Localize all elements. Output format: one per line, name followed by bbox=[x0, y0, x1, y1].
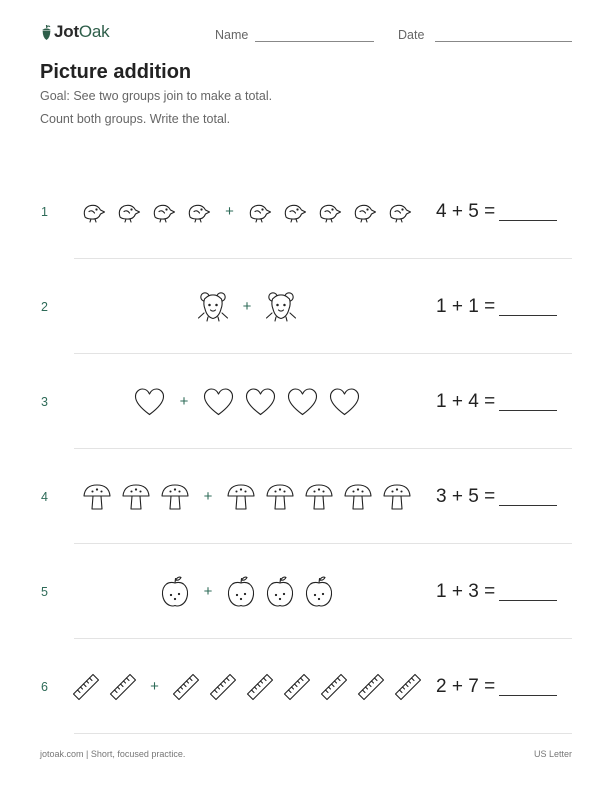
bird-icon bbox=[247, 201, 273, 223]
problem-number: 3 bbox=[41, 394, 48, 409]
ruler-icon bbox=[320, 673, 348, 701]
problem-row bbox=[0, 259, 612, 354]
ruler-icon bbox=[109, 673, 137, 701]
footer-right: US Letter bbox=[533, 749, 572, 759]
ruler-icon bbox=[72, 673, 100, 701]
mushroom-icon bbox=[82, 482, 112, 512]
bird-icon bbox=[282, 201, 308, 223]
picture-groups bbox=[74, 639, 420, 734]
problem-row bbox=[0, 544, 612, 639]
ruler-icon bbox=[246, 673, 274, 701]
logo bbox=[41, 22, 109, 42]
instructions-text: Count both groups. Write the total. bbox=[40, 112, 231, 126]
answer-blank[interactable] bbox=[499, 315, 557, 316]
equation-text: 1 + 1 = bbox=[436, 295, 496, 317]
equation-text: 4 + 5 = bbox=[436, 200, 496, 222]
heart-icon bbox=[286, 387, 319, 417]
answer-blank[interactable] bbox=[499, 505, 557, 506]
picture-groups bbox=[74, 164, 420, 259]
name-label: Name bbox=[215, 28, 249, 42]
problem-number: 6 bbox=[41, 679, 48, 694]
logo-text-jot: Jot bbox=[54, 22, 79, 41]
problem-number: 1 bbox=[41, 204, 48, 219]
ruler-icon bbox=[357, 673, 385, 701]
bird-icon bbox=[81, 201, 107, 223]
date-label: Date bbox=[398, 28, 425, 42]
plus-sign: + bbox=[150, 677, 159, 695]
answer-blank[interactable] bbox=[499, 410, 557, 411]
equation bbox=[436, 259, 557, 354]
footer-left: jotoak.com | Short, focused practice. bbox=[40, 749, 186, 759]
bird-icon bbox=[186, 201, 212, 223]
equation bbox=[436, 164, 557, 259]
picture-groups bbox=[74, 544, 420, 639]
ruler-icon bbox=[172, 673, 200, 701]
equation-text: 3 + 5 = bbox=[436, 485, 496, 507]
bird-icon bbox=[317, 201, 343, 223]
plus-sign: + bbox=[179, 392, 189, 410]
ruler-icon bbox=[283, 673, 311, 701]
equation-text: 2 + 7 = bbox=[436, 675, 496, 697]
bear-icon bbox=[197, 291, 229, 323]
apple-icon bbox=[226, 575, 256, 609]
mushroom-icon bbox=[304, 482, 334, 512]
goal-text: Goal: See two groups join to make a total. bbox=[40, 89, 273, 103]
bird-icon bbox=[352, 201, 378, 223]
mushroom-icon bbox=[382, 482, 412, 512]
ruler-icon bbox=[394, 673, 422, 701]
name-field-line[interactable] bbox=[255, 41, 374, 42]
bird-icon bbox=[387, 201, 413, 223]
problem-number: 2 bbox=[41, 299, 48, 314]
acorn-icon bbox=[41, 24, 52, 41]
picture-groups bbox=[74, 449, 420, 544]
equation bbox=[436, 354, 557, 449]
problem-row bbox=[0, 164, 612, 259]
apple-icon bbox=[160, 575, 190, 609]
bird-icon bbox=[151, 201, 177, 223]
mushroom-icon bbox=[160, 482, 190, 512]
date-field-line[interactable] bbox=[435, 41, 572, 42]
heart-icon bbox=[133, 387, 166, 417]
equation bbox=[436, 544, 557, 639]
mushroom-icon bbox=[226, 482, 256, 512]
apple-icon bbox=[304, 575, 334, 609]
picture-groups bbox=[74, 354, 420, 449]
answer-blank[interactable] bbox=[499, 220, 557, 221]
equation-text: 1 + 4 = bbox=[436, 390, 496, 412]
plus-sign: + bbox=[203, 487, 213, 505]
problem-row bbox=[0, 639, 612, 734]
picture-groups bbox=[74, 259, 420, 354]
problem-number: 5 bbox=[41, 584, 48, 599]
bird-icon bbox=[116, 201, 142, 223]
page-title: Picture addition bbox=[40, 61, 192, 83]
problem-number: 4 bbox=[41, 489, 48, 504]
problem-row bbox=[0, 449, 612, 544]
problem-row bbox=[0, 354, 612, 449]
heart-icon bbox=[202, 387, 235, 417]
equation-text: 1 + 3 = bbox=[436, 580, 496, 602]
row-divider bbox=[74, 733, 572, 734]
heart-icon bbox=[328, 387, 361, 417]
mushroom-icon bbox=[121, 482, 151, 512]
answer-blank[interactable] bbox=[499, 600, 557, 601]
ruler-icon bbox=[209, 673, 237, 701]
logo-text-oak: Oak bbox=[78, 22, 110, 41]
equation bbox=[436, 449, 557, 544]
bear-icon bbox=[265, 291, 297, 323]
plus-sign: + bbox=[203, 582, 213, 600]
mushroom-icon bbox=[265, 482, 295, 512]
plus-sign: + bbox=[225, 202, 234, 220]
equation bbox=[436, 639, 557, 734]
mushroom-icon bbox=[343, 482, 373, 512]
heart-icon bbox=[244, 387, 277, 417]
answer-blank[interactable] bbox=[499, 695, 557, 696]
plus-sign: + bbox=[242, 297, 252, 315]
apple-icon bbox=[265, 575, 295, 609]
